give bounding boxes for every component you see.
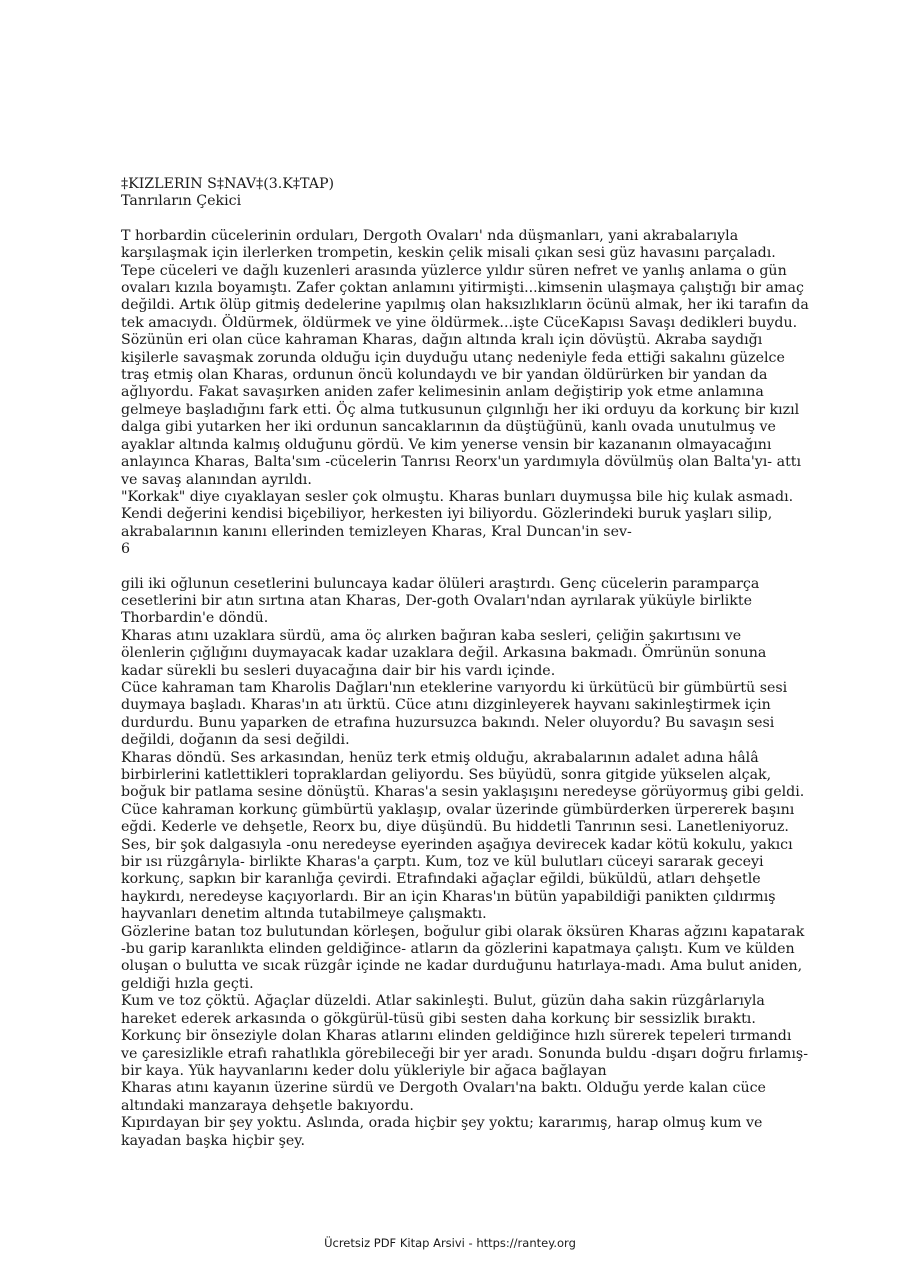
paragraph: Kharas döndü. Ses arkasından, henüz terk etmiş olduğu, akrabalarının adalet adına hâlâ birbirlerini katlettikleri topraklardan geliyordu. Ses büyüdü, sonra gitgide yükselen alçak, boğuk bir patlama sesine dönüştü. Kharas'a sesin yaklaşışını neredeyse görüyormuş gibi geldi. Cüce kahraman korkunç gümbürtü yaklaşıp, ovalar üzerinde gümbürderken ürpererek başını eğdi. Kederle ve dehşetle, Reorx bu, diye düşündü. Bu hiddetli Tanrının sesi. Lanetleniyoruz. [121, 749, 805, 836]
paragraph: Ses, bir şok dalgasıyla -onu neredeyse eyerinden aşağıya devirecek kadar kötü kokulu, yakıcı bir ısı rüzgârıyla- birlikte Kharas'a çarptı. Kum, toz ve kül bulutları cüceyi sararak geceyi korkunç, sapkın bir karanlığa çevirdi. Etrafındaki ağaçlar eğildi, büküldü, atları dehşetle haykırdı, neredeyse kaçıyorlardı. Bir an için Kharas'ın bütün yapabildiği panikten çıldırmış hayvanları denetim altında tutabilmeye çalışmaktı. [121, 836, 793, 923]
paragraph: Kharas atını uzaklara sürdü, ama öç alırken bağıran kaba sesleri, çeliğin şakırtısını ve ölenlerin çığlığını duymayacak kadar uzaklara değil. Arkasına bakmadı. Ömrünün sonuna kadar sürekli bu sesleri duyacağına dair bir his vardı içinde. [121, 627, 767, 679]
series-title: ‡KIZLERIN S‡NAV‡(3.K‡TAP) [121, 176, 335, 192]
book-title: Tanrıların Çekici [121, 193, 242, 210]
paragraph: Kharas atını kayanın üzerine sürdü ve Dergoth Ovaları'na baktı. Olduğu yerde kalan cüce altındaki manzaraya dehşetle bakıyordu. [121, 1080, 766, 1114]
paragraph: Kıpırdayan bir şey yoktu. Aslında, orada hiçbir şey yoktu; kararımış, harap olmuş kum ve kayadan başka hiçbir şey. [121, 1115, 763, 1149]
paragraph: Sözünün eri olan cüce kahraman Kharas, dağın altında kralı için dövüştü. Akraba saydığı kişilerle savaşmak zorunda olduğu için duyduğu utanç nedeniyle feda ettiği sakalını güzelce traş etmiş olan Kharas, ordunun öncü kolundaydı ve bir yandan öldürürken bir yandan da ağlıyordu. Fakat savaşırken aniden zafer kelimesinin anlam değiştirip yok etme anlamına gelmeye başladığını fark etti. Öç alma tutkusunun çılgınlığı her iki orduyu da korkunç bir kızıl dalga gibi yutarken her iki ordunun sancaklarının da düştüğünü, kanlı ovada unutulmuş ve ayaklar altında kalmış olduğunu gördü. Ve kim yenerse vensin bir kazananın olmayacağını anlayınca Kharas, Balta'sım -cücelerin Tanrısı Reorx'un yardımıyla dövülmüş olan Balta'yı- attı ve savaş alanından ayrıldı. [121, 332, 802, 488]
spacer [121, 559, 809, 576]
document-page [121, 176, 809, 1150]
page-number: 6 [121, 541, 131, 558]
paragraph: Kum ve toz çöktü. Ağaçlar düzeldi. Atlar sakinleşti. Bulut, güzün daha sakin rüzgârlarıyla hareket ederek arkasında o gökgürül-tüsü gibi sesten daha korkunç bir sessizlik bıraktı. [121, 993, 765, 1027]
paragraph: Gözlerine batan toz bulutundan körleşen, boğulur gibi olarak öksüren Kharas ağzını kapatarak -bu garip karanlıkta elinden geldiğince- atların da gözlerini kapatmaya çalıştı. Kum ve külden oluşan o bulutta ve sıcak rüzgâr içinde ne kadar durduğunu hatırlaya-madı. Ama bulut aniden, geldiği hızla geçti. [121, 923, 805, 992]
footer-text: Ücretsiz PDF Kitap Arsivi - https://rantey.org [324, 1236, 576, 1250]
paragraph: Cüce kahraman tam Kharolis Dağları'nın eteklerine varıyordu ki ürkütücü bir gümbürtü sesi duymaya başladı. Kharas'ın atı ürktü. Cüce atını dizginleyerek hayvanı sakinleştirmek için durdurdu. Bunu yaparken de etrafına huzursuzca bakındı. Neler oluyordu? Bu savaşın sesi değildi, doğanın da sesi değildi. [121, 679, 788, 749]
paragraph: "Korkak" diye cıyaklayan sesler çok olmuştu. Kharas bunları duymuşsa bile hiç kulak asmadı. Kendi değerini kendisi biçebiliyor, herkesten iyi biliyordu. Gözlerindeki buruk yaşları silip, akrabalarının kanını ellerinden temizleyen Kharas, Kral Duncan'in sev- [121, 488, 794, 540]
paragraph: Korkunç bir önseziyle dolan Kharas atlarını elinden geldiğince hızlı sürerek tepeleri tırmandı ve çaresizlikle etrafı rahatlıkla görebileceği bir yer aradı. Sonunda buldu -dışarı doğru fırlamış- bir kaya. Yük hayvanlarını keder dolu yükleriyle bir ağaca bağlayan [121, 1028, 808, 1079]
paragraph: T horbardin cücelerinin orduları, Dergoth Ovaları' nda düşmanları, yani akrabalarıyla karşılaşmak için ilerlerken trompetin, keskin çelik misali çıkan sesi güz havasını parçaladı. Tepe cüceleri ve dağlı kuzenleri arasında yüzlerce yıldır süren nefret ve yanlış anlama o gün ovaları kızıla boyamıştı. Zafer çoktan anlamını yitirmişti...kimsenin ulaşmaya çalıştığı bir amaç değildi. Artık ölüp gitmiş dedelerine yapılmış olan haksızlıkların öcünü almak, her iki tarafın da tek amacıydı. Öldürmek, öldürmek ve yine öldürmek...işte CüceKapısı Savaşı dedikleri buydu. [121, 227, 809, 331]
paragraph: gili iki oğlunun cesetlerini buluncaya kadar ölüleri araştırdı. Genç cücelerin paramparça cesetlerini bir atın sırtına atan Kharas, Der-goth Ovaları'ndan ayrılarak yüküyle birlikte Thorbardin'e döndü. [121, 575, 760, 627]
spacer [121, 211, 809, 228]
